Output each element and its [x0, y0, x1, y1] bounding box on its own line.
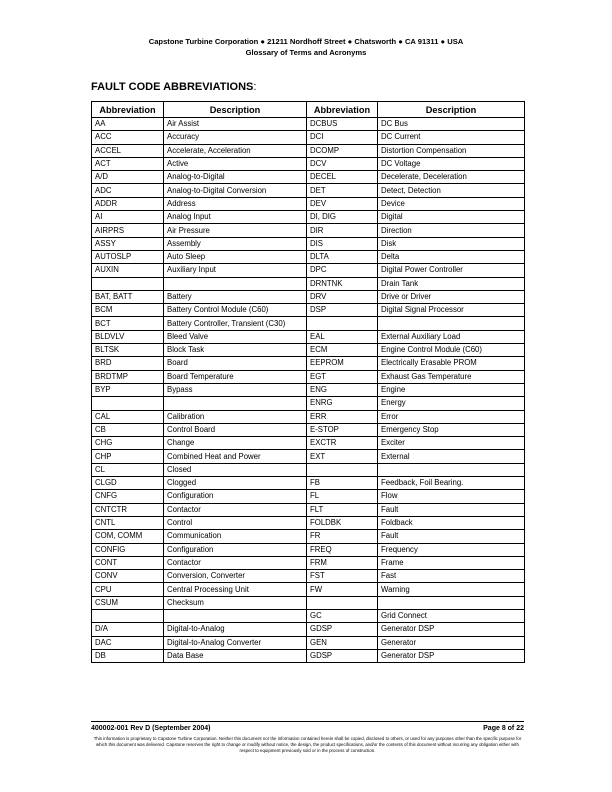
abbreviation-cell: CNTCTR [92, 503, 164, 516]
abbreviation-cell-2: DRNTNK [307, 277, 378, 290]
abbreviation-cell: AIRPRS [92, 224, 164, 237]
abbreviation-cell: AUXIN [92, 264, 164, 277]
abbreviation-cell-2: E-STOP [307, 423, 378, 436]
abbreviation-cell: CPU [92, 583, 164, 596]
table-row [92, 344, 525, 357]
column-header-description-2: Description [378, 102, 525, 118]
description-cell: Checksum [164, 596, 307, 609]
abbreviation-cell: BRD [92, 357, 164, 370]
abbreviation-cell-2: FW [307, 583, 378, 596]
description-cell [164, 397, 307, 410]
description-cell-2: Disk [378, 237, 525, 250]
table-row [92, 224, 525, 237]
table-row [92, 157, 525, 170]
abbreviation-cell: D/A [92, 623, 164, 636]
table-row [92, 277, 525, 290]
description-cell-2: Energy [378, 397, 525, 410]
abbreviation-cell-2: EAL [307, 330, 378, 343]
table-row [92, 144, 525, 157]
abbreviation-cell-2: DEV [307, 197, 378, 210]
table-row [92, 397, 525, 410]
table-row [92, 596, 525, 609]
description-cell: Auxiliary Input [164, 264, 307, 277]
table-row [92, 583, 525, 596]
description-cell-2: Exhaust Gas Temperature [378, 370, 525, 383]
description-cell-2: Feedback, Foil Bearing. [378, 477, 525, 490]
abbreviation-cell: CLGD [92, 477, 164, 490]
description-cell-2: Device [378, 197, 525, 210]
document-title: Glossary of Terms and Acronyms [245, 47, 367, 57]
description-cell: Assembly [164, 237, 307, 250]
abbreviation-cell-2: DCOMP [307, 144, 378, 157]
description-cell-2: Drain Tank [378, 277, 525, 290]
table-row [92, 609, 525, 622]
table-row [92, 636, 525, 649]
description-cell-2: Fast [378, 570, 525, 583]
abbreviation-cell: CHP [92, 450, 164, 463]
description-cell-2: External Auxiliary Load [378, 330, 525, 343]
description-cell-2: Frame [378, 556, 525, 569]
table-row [92, 649, 525, 662]
abbreviation-cell-2: DCV [307, 157, 378, 170]
description-cell: Analog-to-Digital Conversion [164, 184, 307, 197]
abbreviation-cell: CB [92, 423, 164, 436]
description-cell: Battery Controller, Transient (C30) [164, 317, 307, 330]
table-row [92, 290, 525, 303]
abbreviation-cell: BYP [92, 383, 164, 396]
abbreviation-cell: CSUM [92, 596, 164, 609]
description-cell-2: Digital [378, 211, 525, 224]
description-cell: Control [164, 516, 307, 529]
abbreviation-cell-2: DSP [307, 304, 378, 317]
abbreviation-cell: COM, COMM [92, 530, 164, 543]
fault-code-table [91, 101, 525, 663]
table-row [92, 490, 525, 503]
description-cell-2: Delta [378, 250, 525, 263]
description-cell: Address [164, 197, 307, 210]
description-cell: Control Board [164, 423, 307, 436]
table-row [92, 264, 525, 277]
table-row [92, 530, 525, 543]
description-cell [164, 609, 307, 622]
description-cell-2: Foldback [378, 516, 525, 529]
abbreviation-cell-2: DRV [307, 290, 378, 303]
page-number: Page 8 of 22 [483, 725, 524, 732]
abbreviation-cell-2: ENG [307, 383, 378, 396]
abbreviation-cell-2 [307, 596, 378, 609]
description-cell: Calibration [164, 410, 307, 423]
abbreviation-cell: CNFG [92, 490, 164, 503]
description-cell: Air Assist [164, 118, 307, 131]
abbreviation-cell-2: DECEL [307, 171, 378, 184]
description-cell-2: Digital Power Controller [378, 264, 525, 277]
table-row [92, 370, 525, 383]
table-row [92, 304, 525, 317]
table-row [92, 543, 525, 556]
table-row [92, 330, 525, 343]
abbreviation-cell: DAC [92, 636, 164, 649]
description-cell-2 [378, 317, 525, 330]
table-row [92, 410, 525, 423]
abbreviation-cell: CNTL [92, 516, 164, 529]
description-cell: Combined Heat and Power [164, 450, 307, 463]
abbreviation-cell: ADDR [92, 197, 164, 210]
abbreviation-cell: CONT [92, 556, 164, 569]
description-cell [164, 277, 307, 290]
table-row [92, 383, 525, 396]
abbreviation-cell-2: DLTA [307, 250, 378, 263]
description-cell: Change [164, 437, 307, 450]
description-cell-2: Warning [378, 583, 525, 596]
description-cell: Central Processing Unit [164, 583, 307, 596]
table-row [92, 556, 525, 569]
abbreviation-cell: AA [92, 118, 164, 131]
abbreviation-cell: CONV [92, 570, 164, 583]
description-cell: Board Temperature [164, 370, 307, 383]
document-id: 400002-001 Rev D (September 2004) [91, 725, 211, 732]
table-row [92, 118, 525, 131]
description-cell: Clogged [164, 477, 307, 490]
description-cell-2: Generator [378, 636, 525, 649]
abbreviation-cell-2: GDSP [307, 623, 378, 636]
table-row [92, 357, 525, 370]
abbreviation-cell: CAL [92, 410, 164, 423]
description-cell-2 [378, 463, 525, 476]
description-cell-2: External [378, 450, 525, 463]
abbreviation-cell-2: DCBUS [307, 118, 378, 131]
description-cell: Communication [164, 530, 307, 543]
table-row [92, 463, 525, 476]
table-row [92, 503, 525, 516]
table-body [92, 118, 525, 663]
description-cell-2: Generator DSP [378, 649, 525, 662]
abbreviation-cell: AI [92, 211, 164, 224]
table-row [92, 171, 525, 184]
description-cell-2 [378, 596, 525, 609]
description-cell-2: Detect, Detection [378, 184, 525, 197]
proprietary-notice: This information is proprietary to Capstone Turbine Corporation. Neither this document nor the information contained herein shall be copied, disclosed to others, or used for any purposes other than the specific purpose for which this document was delivered. Capstone reserves the right to change or modify without notice, the design, the product specifications, and/or the contents of this document without incurring any obligation either with respect to equipment previously sold or in the process of construction. [93, 736, 522, 753]
description-cell-2: Generator DSP [378, 623, 525, 636]
abbreviation-cell-2: DPC [307, 264, 378, 277]
table-row [92, 477, 525, 490]
description-cell: Active [164, 157, 307, 170]
abbreviation-cell [92, 609, 164, 622]
abbreviation-cell-2: FR [307, 530, 378, 543]
abbreviation-cell-2: FLT [307, 503, 378, 516]
description-cell-2: Direction [378, 224, 525, 237]
abbreviation-cell: BAT, BATT [92, 290, 164, 303]
table-row [92, 623, 525, 636]
description-cell: Contactor [164, 503, 307, 516]
abbreviation-cell: AUTOSLP [92, 250, 164, 263]
description-cell: Air Pressure [164, 224, 307, 237]
abbreviation-cell: ADC [92, 184, 164, 197]
abbreviation-cell: ACCEL [92, 144, 164, 157]
abbreviation-cell: ASSY [92, 237, 164, 250]
table-row [92, 237, 525, 250]
abbreviation-cell: ACT [92, 157, 164, 170]
abbreviation-cell-2: DIR [307, 224, 378, 237]
abbreviation-cell: BRDTMP [92, 370, 164, 383]
description-cell: Bypass [164, 383, 307, 396]
table-row [92, 250, 525, 263]
description-cell-2: Grid Connect [378, 609, 525, 622]
description-cell: Digital-to-Analog [164, 623, 307, 636]
abbreviation-cell-2: EEPROM [307, 357, 378, 370]
table-row [92, 570, 525, 583]
description-cell: Conversion, Converter [164, 570, 307, 583]
table-row [92, 450, 525, 463]
description-cell: Analog-to-Digital [164, 171, 307, 184]
abbreviation-cell-2: DI, DIG [307, 211, 378, 224]
abbreviation-cell: CHG [92, 437, 164, 450]
description-cell: Accelerate, Acceleration [164, 144, 307, 157]
description-cell-2: Distortion Compensation [378, 144, 525, 157]
description-cell-2: Flow [378, 490, 525, 503]
column-header-description: Description [164, 102, 307, 118]
abbreviation-cell: DB [92, 649, 164, 662]
description-cell: Bleed Valve [164, 330, 307, 343]
footer-divider [91, 721, 524, 722]
description-cell: Digital-to-Analog Converter [164, 636, 307, 649]
section-title-colon: : [253, 81, 257, 93]
description-cell-2: DC Bus [378, 118, 525, 131]
description-cell-2: Fault [378, 503, 525, 516]
description-cell: Block Task [164, 344, 307, 357]
description-cell: Battery [164, 290, 307, 303]
section-title-text: FAULT CODE ABBREVIATIONS [91, 81, 254, 93]
abbreviation-cell-2: DCI [307, 131, 378, 144]
abbreviation-cell [92, 397, 164, 410]
abbreviation-cell-2: ERR [307, 410, 378, 423]
abbreviation-cell-2: GDSP [307, 649, 378, 662]
description-cell: Battery Control Module (C60) [164, 304, 307, 317]
table-row [92, 211, 525, 224]
description-cell-2: Decelerate, Deceleration [378, 171, 525, 184]
description-cell-2: Digital Signal Processor [378, 304, 525, 317]
abbreviation-cell-2: FRM [307, 556, 378, 569]
table-row [92, 437, 525, 450]
abbreviation-cell-2: FOLDBK [307, 516, 378, 529]
description-cell-2: Error [378, 410, 525, 423]
table-row [92, 423, 525, 436]
table-row [92, 131, 525, 144]
abbreviation-cell-2: GC [307, 609, 378, 622]
column-header-abbreviation-2: Abbreviation [307, 102, 378, 118]
abbreviation-cell: BLDVLV [92, 330, 164, 343]
abbreviation-cell-2: EXCTR [307, 437, 378, 450]
description-cell: Accuracy [164, 131, 307, 144]
description-cell: Analog Input [164, 211, 307, 224]
abbreviation-cell: BCM [92, 304, 164, 317]
abbreviation-cell-2: DET [307, 184, 378, 197]
description-cell-2: Drive or Driver [378, 290, 525, 303]
abbreviation-cell: BCT [92, 317, 164, 330]
abbreviation-cell-2: EGT [307, 370, 378, 383]
description-cell-2: Exciter [378, 437, 525, 450]
abbreviation-cell-2: ENRG [307, 397, 378, 410]
abbreviation-cell-2: FB [307, 477, 378, 490]
description-cell-2: DC Current [378, 131, 525, 144]
abbreviation-cell-2: DIS [307, 237, 378, 250]
company-address-line: Capstone Turbine Corporation ● 21211 Nordhoff Street ● Chatsworth ● CA 91311 ● USA [148, 37, 464, 46]
abbreviation-cell-2: FL [307, 490, 378, 503]
table-row [92, 197, 525, 210]
abbreviation-cell-2: FST [307, 570, 378, 583]
abbreviation-cell-2: EXT [307, 450, 378, 463]
description-cell: Configuration [164, 490, 307, 503]
description-cell-2: Fault [378, 530, 525, 543]
description-cell: Configuration [164, 543, 307, 556]
abbreviation-cell: CL [92, 463, 164, 476]
description-cell: Contactor [164, 556, 307, 569]
description-cell-2: Engine [378, 383, 525, 396]
description-cell: Board [164, 357, 307, 370]
description-cell: Auto Sleep [164, 250, 307, 263]
description-cell-2: Emergency Stop [378, 423, 525, 436]
table-row [92, 184, 525, 197]
abbreviation-cell: ACC [92, 131, 164, 144]
abbreviation-cell: CONFIG [92, 543, 164, 556]
column-header-abbreviation: Abbreviation [92, 102, 164, 118]
description-cell-2: Frequency [378, 543, 525, 556]
abbreviation-cell: BLTSK [92, 344, 164, 357]
description-cell-2: Electrically Erasable PROM [378, 357, 525, 370]
abbreviation-cell-2 [307, 317, 378, 330]
abbreviation-cell: A/D [92, 171, 164, 184]
table-row [92, 317, 525, 330]
abbreviation-cell-2 [307, 463, 378, 476]
table-row [92, 516, 525, 529]
description-cell-2: DC Voltage [378, 157, 525, 170]
table-header-row [92, 102, 525, 118]
section-title [91, 81, 256, 93]
abbreviation-cell [92, 277, 164, 290]
abbreviation-cell-2: ECM [307, 344, 378, 357]
description-cell: Data Base [164, 649, 307, 662]
page-header [0, 37, 612, 58]
abbreviation-cell-2: FREQ [307, 543, 378, 556]
description-cell: Closed [164, 463, 307, 476]
description-cell-2: Engine Control Module (C60) [378, 344, 525, 357]
abbreviation-cell-2: GEN [307, 636, 378, 649]
